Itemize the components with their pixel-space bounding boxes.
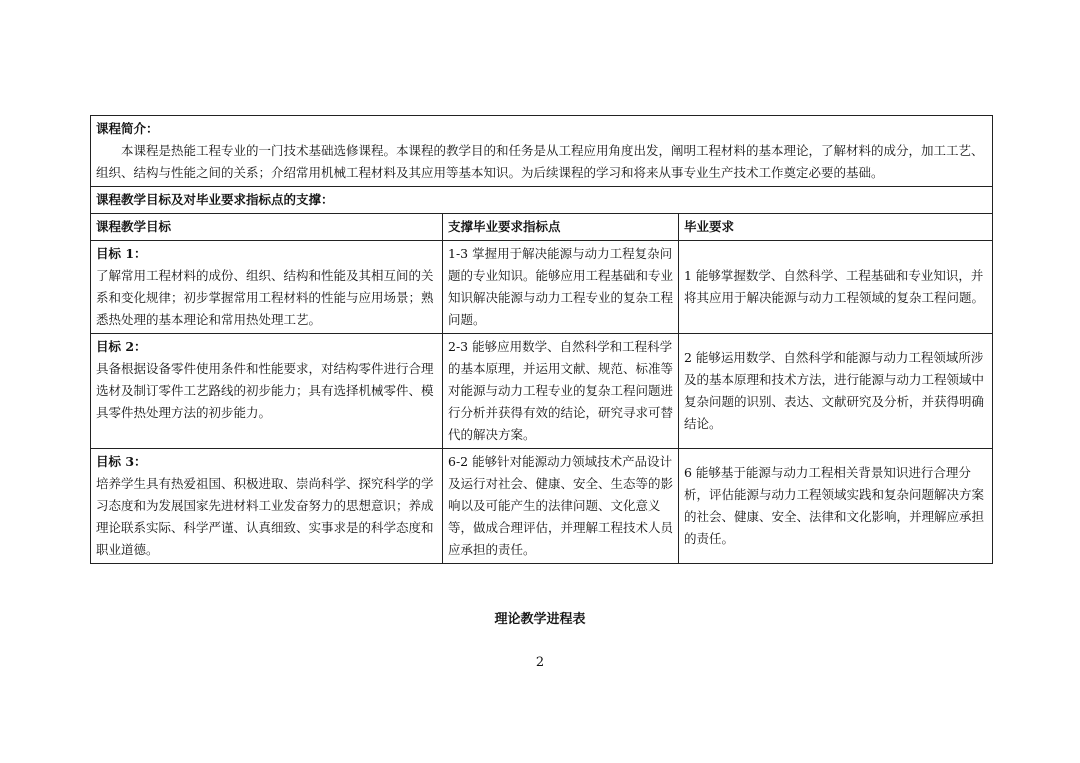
goal-label: 目标 1： xyxy=(96,246,147,261)
goal-cell xyxy=(91,241,443,334)
goal-text: 具备根据设备零件使用条件和性能要求，对结构零件进行合理选材及制订零件工艺路线的初步能力；具有选择机械零件、模具零件热处理方法的初步能力。 xyxy=(96,361,434,420)
intro-heading: 课程简介： xyxy=(96,121,159,136)
requirement-cell: 2 能够运用数学、自然科学和能源与动力工程领域所涉及的基本原理和技术方法，进行能源与动力工程领域中复杂问题的识别、表达、文献研究及分析，并获得明确结论。 xyxy=(679,334,993,449)
table-row xyxy=(91,449,993,564)
goal-cell xyxy=(91,449,443,564)
goal-text: 了解常用工程材料的成份、组织、结构和性能及其相互间的关系和变化规律；初步掌握常用工程材料的性能与应用场景；熟悉热处理的基本理论和常用热处理工艺。 xyxy=(96,268,434,327)
goal-label: 目标 2： xyxy=(96,339,147,354)
course-table xyxy=(90,115,993,564)
indicator-cell: 6-2 能够针对能源动力领域技术产品设计及运行对社会、健康、安全、生态等的影响以及可能产生的法律问题、文化意义等，做成合理评估，并理解工程技术人员应承担的责任。 xyxy=(443,449,679,564)
page-number: 2 xyxy=(535,655,545,670)
objectives-heading-row xyxy=(91,187,993,214)
goal-text: 培养学生具有热爱祖国、积极进取、崇尚科学、探究科学的学习态度和为发展国家先进材料工业发奋努力的思想意识；养成理论联系实际、科学严谨、认真细致、实事求是的科学态度和职业道德。 xyxy=(96,476,434,557)
header-indicator: 支撑毕业要求指标点 xyxy=(443,214,679,241)
header-requirement: 毕业要求 xyxy=(679,214,993,241)
objectives-heading: 课程教学目标及对毕业要求指标点的支撑： xyxy=(91,187,993,214)
goal-label: 目标 3： xyxy=(96,454,147,469)
table-row xyxy=(91,241,993,334)
indicator-cell: 1-3 掌握用于解决能源与动力工程复杂问题的专业知识。能够应用工程基础和专业知识解决能源与动力工程专业的复杂工程问题。 xyxy=(443,241,679,334)
table-row xyxy=(91,334,993,449)
header-goal: 课程教学目标 xyxy=(91,214,443,241)
requirement-cell: 1 能够掌握数学、自然科学、工程基础和专业知识，并将其应用于解决能源与动力工程领域的复杂工程问题。 xyxy=(679,241,993,334)
goal-cell xyxy=(91,334,443,449)
intro-body: 本课程是热能工程专业的一门技术基础选修课程。本课程的教学目的和任务是从工程应用角度出发，阐明工程材料的基本理论，了解材料的成分，加工工艺、组织、结构与性能之间的关系；介绍常用机械工程材料及其应用等基本知识。为后续课程的学习和将来从事专业生产技术工作奠定必要的基础。 xyxy=(96,143,984,180)
indicator-cell: 2-3 能够应用数学、自然科学和工程科学的基本原理，并运用文献、规范、标准等对能源与动力工程专业的复杂工程问题进行分析并获得有效的结论，研究寻求可替代的解决方案。 xyxy=(443,334,679,449)
intro-row xyxy=(91,116,993,187)
intro-cell xyxy=(91,116,993,187)
schedule-title: 理论教学进程表 xyxy=(494,612,586,627)
table-header-row xyxy=(91,214,993,241)
requirement-cell: 6 能够基于能源与动力工程相关背景知识进行合理分析，评估能源与动力工程领域实践和复杂问题解决方案的社会、健康、安全、法律和文化影响，并理解应承担的责任。 xyxy=(679,449,993,564)
